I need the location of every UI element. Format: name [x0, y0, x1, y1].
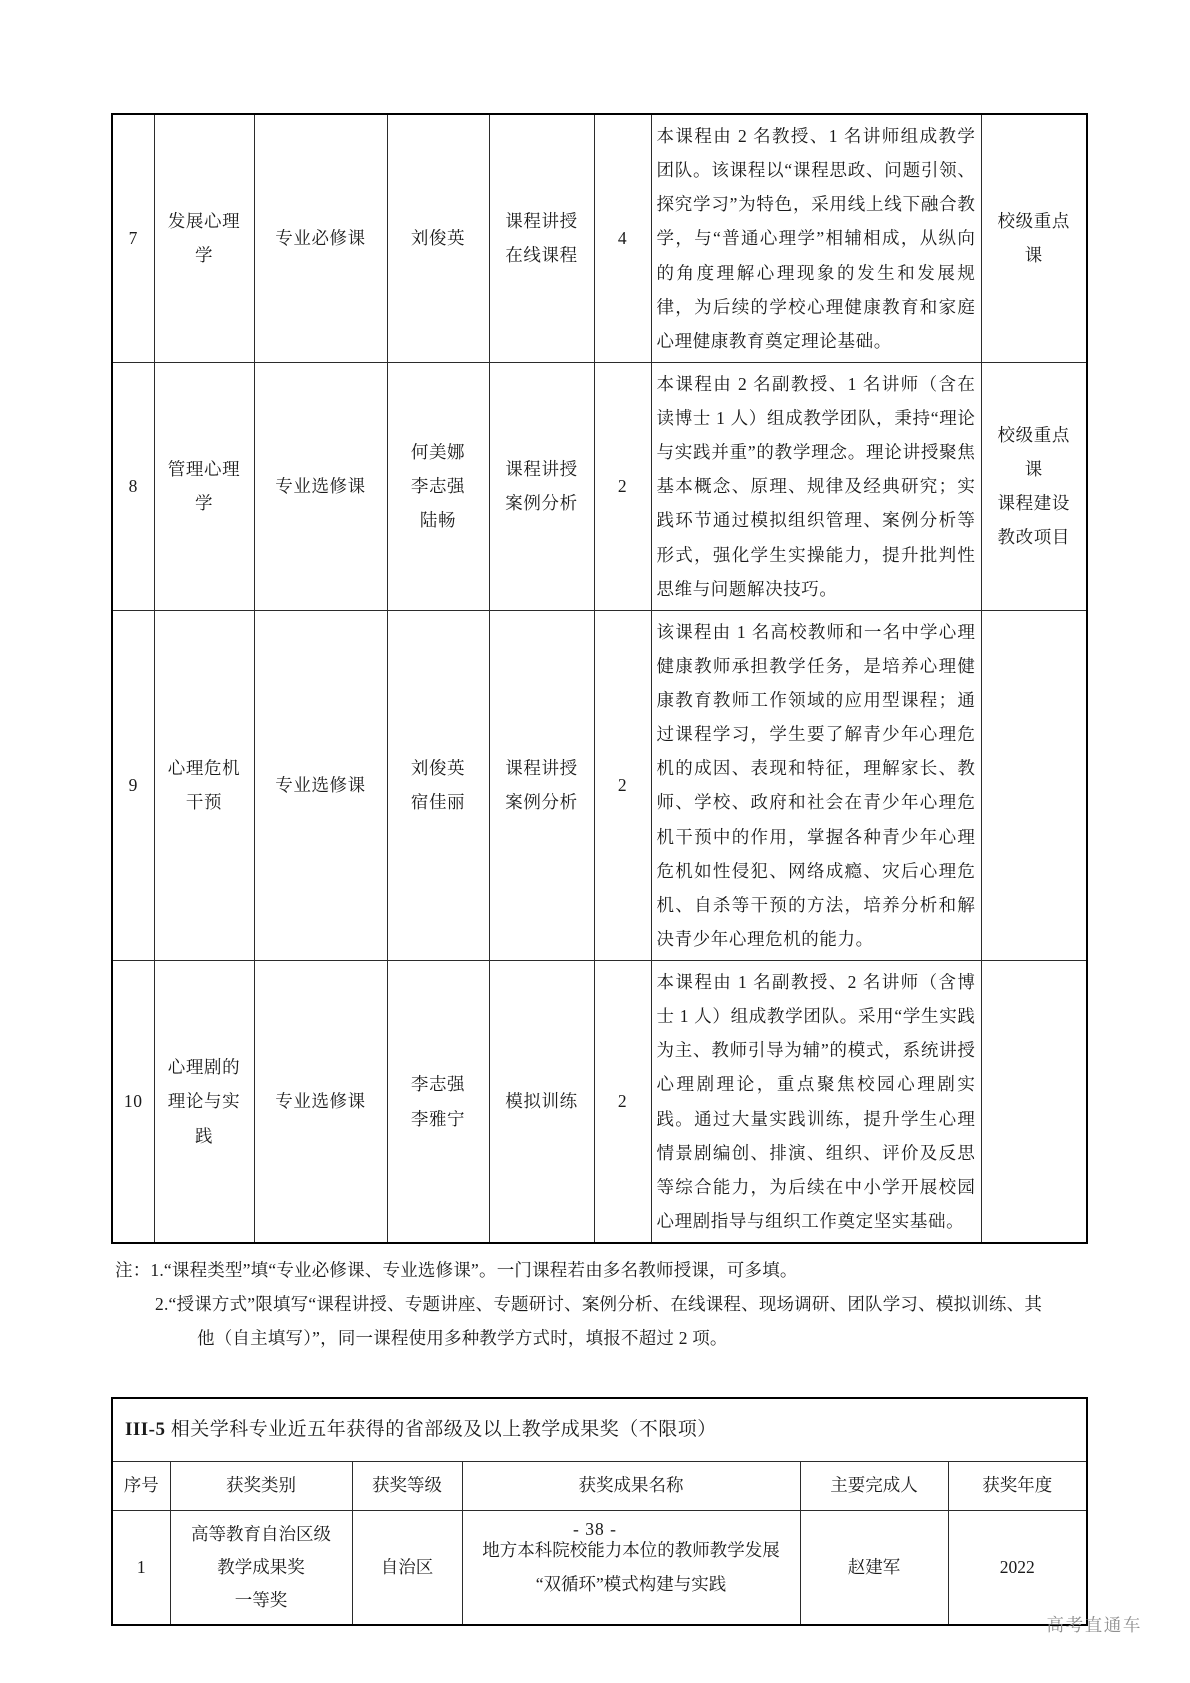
note-line-1 — [111, 1253, 1086, 1287]
award-index: 1 — [112, 1510, 170, 1625]
course-description: 本课程由 1 名副教授、2 名讲师（含博士 1 人）组成教学团队。采用“学生实践为主、教师引导为辅”的模式，系统讲授心理剧理论，重点聚焦校园心理剧实践。通过大量实践训练，提升学生心理情景剧编创、排演、组织、评价及反思等综合能力，为后续在中小学开展校园心理剧指导与组织工作奠定坚实基础。 — [651, 961, 981, 1244]
row-index: 10 — [112, 961, 154, 1244]
note-text-1: 1.“课程类型”填“专业必修课、专业选修课”。一门课程若由多名教师授课，可多填。 — [150, 1260, 798, 1280]
course-type: 专业必修课 — [254, 114, 387, 362]
course-remark: 校级重点 课 课程建设 教改项目 — [981, 362, 1087, 610]
course-teachers: 刘俊英 宿佳丽 — [387, 610, 489, 960]
course-credit: 2 — [594, 362, 651, 610]
row-index: 8 — [112, 362, 154, 610]
section-heading — [112, 1398, 1087, 1462]
note-line-2: 2.“授课方式”限填写“课程讲授、专题讲座、专题研讨、案例分析、在线课程、现场调研、团队学习、模拟训练、其 — [155, 1294, 1043, 1315]
award-person: 赵建军 — [800, 1510, 948, 1625]
course-description: 本课程由 2 名副教授、1 名讲师（含在读博士 1 人）组成教学团队，秉持“理论与实践并重”的教学理念。理论讲授聚焦基本概念、原理、规律及经典研究；实践环节通过模拟组织管理、案例分析等形式，强化学生实操能力，提升批判性思维与问题解决技巧。 — [651, 362, 981, 610]
column-header-level: 获奖等级 — [352, 1462, 462, 1510]
table-notes — [111, 1253, 1086, 1355]
course-type: 专业选修课 — [254, 961, 387, 1244]
course-description: 本课程由 2 名教授、1 名讲师组成教学团队。该课程以“课程思政、问题引领、探究学习”为特色，采用线上线下融合教学，与“普通心理学”相辅相成，从纵向的角度理解心理现象的发生和发展规律，为后续的学校心理健康教育和家庭心理健康教育奠定理论基础。 — [651, 114, 981, 362]
course-method: 课程讲授 案例分析 — [489, 362, 594, 610]
award-section-title-row — [112, 1398, 1087, 1462]
course-credit: 2 — [594, 961, 651, 1244]
page-content — [111, 113, 1086, 1626]
course-credit: 4 — [594, 114, 651, 362]
row-index: 9 — [112, 610, 154, 960]
section-title-text: 相关学科专业近五年获得的省部级及以上教学成果奖（不限项） — [170, 1419, 717, 1441]
course-remark — [981, 961, 1087, 1244]
course-method: 模拟训练 — [489, 961, 594, 1244]
note-label: 注： — [115, 1260, 151, 1280]
watermark: 高考直通车 — [1046, 1615, 1142, 1635]
course-description: 该课程由 1 名高校教师和一名中学心理健康教师承担教学任务，是培养心理健康教育教师工作领域的应用型课程；通过课程学习，学生要了解青少年心理危机的成因、表现和特征，理解家长、教师、学校、政府和社会在青少年心理危机干预中的作用，掌握各种青少年心理危机如性侵犯、网络成瘾、灾后心理危机、自杀等干预的方法，培养分析和解决青少年心理危机的能力。 — [651, 610, 981, 960]
course-name: 心理危机 干预 — [154, 610, 254, 960]
column-header-name: 获奖成果名称 — [462, 1462, 800, 1510]
course-name: 管理心理 学 — [154, 362, 254, 610]
course-type: 专业选修课 — [254, 610, 387, 960]
course-teachers: 刘俊英 — [387, 114, 489, 362]
course-method: 课程讲授 在线课程 — [489, 114, 594, 362]
award-level: 自治区 — [352, 1510, 462, 1625]
course-type: 专业选修课 — [254, 362, 387, 610]
course-name: 心理剧的 理论与实 践 — [154, 961, 254, 1244]
award-header-row — [112, 1462, 1087, 1510]
course-credit: 2 — [594, 610, 651, 960]
table-row — [112, 961, 1087, 1244]
page-number: - 38 - — [573, 1519, 617, 1539]
award-section — [111, 1397, 1086, 1626]
award-name: 地方本科院校能力本位的教师教学发展 “双循环”模式构建与实践 — [462, 1510, 800, 1625]
table-row — [112, 362, 1087, 610]
award-category: 高等教育自治区级 教学成果奖 一等奖 — [170, 1510, 352, 1625]
column-header-category: 获奖类别 — [170, 1462, 352, 1510]
course-remark — [981, 610, 1087, 960]
table-row — [112, 610, 1087, 960]
note-line-2-cont: 他（自主填写）”，同一课程使用多种教学方式时，填报不超过 2 项。 — [197, 1328, 728, 1349]
course-table — [111, 113, 1088, 1244]
column-header-person: 主要完成人 — [800, 1462, 948, 1510]
column-header-index: 序号 — [112, 1462, 170, 1510]
award-year: 2022 — [948, 1510, 1087, 1625]
section-tag: III-5 — [125, 1419, 166, 1441]
row-index: 7 — [112, 114, 154, 362]
course-teachers: 何美娜 李志强 陆畅 — [387, 362, 489, 610]
award-table — [111, 1397, 1088, 1626]
course-remark: 校级重点 课 — [981, 114, 1087, 362]
course-name: 发展心理 学 — [154, 114, 254, 362]
course-method: 课程讲授 案例分析 — [489, 610, 594, 960]
course-teachers: 李志强 李雅宁 — [387, 961, 489, 1244]
column-header-year: 获奖年度 — [948, 1462, 1087, 1510]
table-row — [112, 114, 1087, 362]
